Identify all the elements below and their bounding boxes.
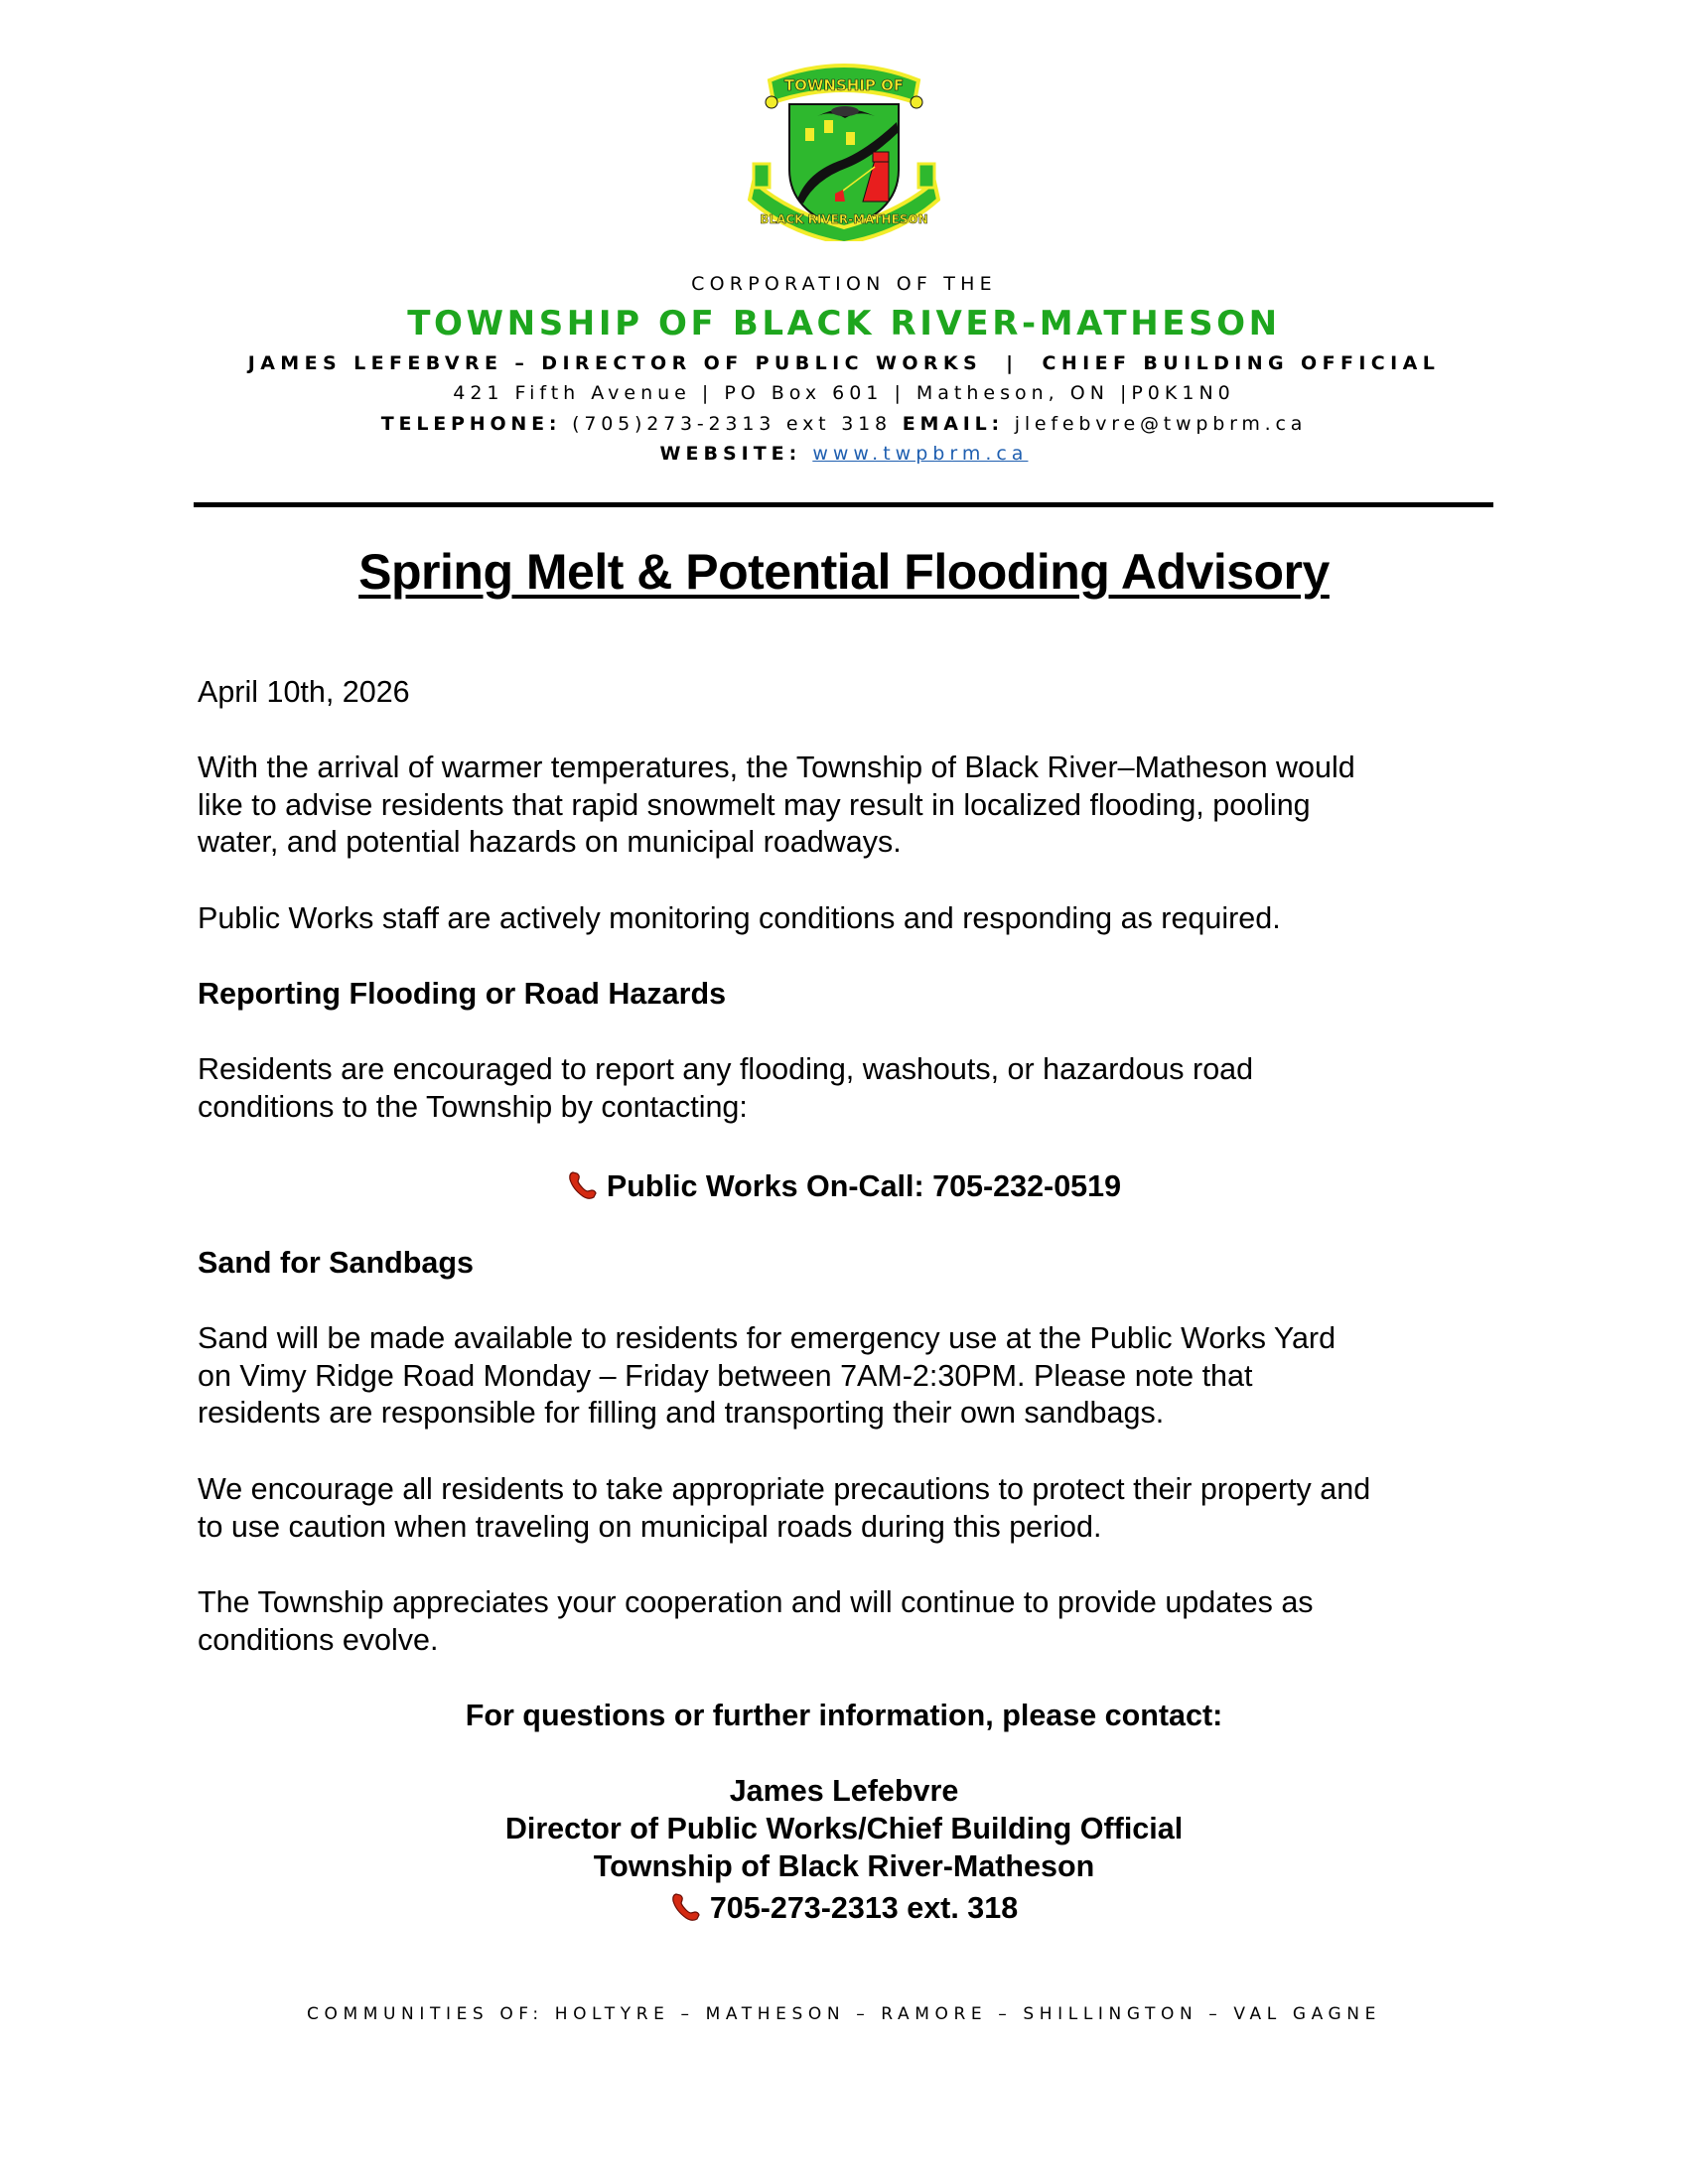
- logo-top-text: TOWNSHIP OF: [783, 76, 905, 94]
- website-link[interactable]: www.twpbrm.ca: [812, 443, 1029, 465]
- intro-line: With the arrival of warmer temperatures, the Township of Black River–Matheson would: [198, 751, 1355, 784]
- email-label: EMAIL:: [902, 413, 1004, 435]
- contact-phone-line: [0, 1889, 1688, 1927]
- closing-line: conditions evolve.: [198, 1622, 439, 1657]
- letterhead-corporation: CORPORATION OF THE: [691, 273, 997, 295]
- precaution-paragraph: [198, 1471, 1508, 1546]
- reporting-heading: Reporting Flooding or Road Hazards: [198, 977, 727, 1011]
- precaution-line: to use caution when traveling on municipal roads during this period.: [198, 1509, 1102, 1544]
- phone-icon: [567, 1169, 599, 1201]
- telephone-label: TELEPHONE:: [380, 413, 562, 435]
- footer-communities: COMMUNITIES OF: HOLTYRE – MATHESON – RAMORE – SHILLINGTON – VAL GAGNE: [307, 2004, 1381, 2024]
- logo-bottom-text: BLACK RIVER-MATHESON: [760, 212, 928, 226]
- closing-paragraph: [198, 1584, 1508, 1659]
- township-crest-logo: [748, 53, 940, 241]
- contact-phone: 705-273-2313 ext. 318: [709, 1891, 1019, 1925]
- reporting-line: Residents are encouraged to report any flooding, washouts, or hazardous road: [198, 1052, 1254, 1086]
- sand-heading: Sand for Sandbags: [198, 1246, 474, 1280]
- letterhead-address: 421 Fifth Avenue | PO Box 601 | Matheson, ON |P0K1N0: [453, 382, 1235, 404]
- contact-block: [0, 1772, 1688, 1927]
- logo-wheat-3: [846, 132, 855, 145]
- monitoring-paragraph: Public Works staff are actively monitoring conditions and responding as required.: [198, 901, 1281, 935]
- email-value[interactable]: jlefebvre@twpbrm.ca: [1014, 413, 1308, 435]
- intro-line: water, and potential hazards on municipal roadways.: [198, 825, 902, 859]
- closing-line: The Township appreciates your cooperation and will continue to provide updates as: [198, 1585, 1314, 1619]
- letterhead-website-line: [0, 443, 1688, 465]
- contact-name: James Lefebvre: [729, 1774, 959, 1808]
- on-call-line: [0, 1167, 1688, 1205]
- on-call-text: Public Works On-Call: 705-232-0519: [606, 1169, 1122, 1203]
- reporting-paragraph: [198, 1051, 1508, 1126]
- telephone-value: (705)273-2313 ext 318: [572, 413, 892, 435]
- contact-intro: For questions or further information, please contact:: [465, 1699, 1223, 1732]
- logo-banner-scroll-right: [911, 96, 922, 108]
- letterhead-contact-line: [0, 413, 1688, 435]
- sand-line: on Vimy Ridge Road Monday – Friday between 7AM-2:30PM. Please note that: [198, 1358, 1253, 1393]
- reporting-line: conditions to the Township by contacting:: [198, 1089, 748, 1124]
- logo-wheat-2: [824, 120, 833, 133]
- intro-line: like to advise residents that rapid snowmelt may result in localized flooding, pooling: [198, 787, 1311, 822]
- letterhead-township-name: TOWNSHIP OF BLACK RIVER-MATHESON: [407, 304, 1281, 343]
- header-divider: [194, 502, 1493, 507]
- precaution-line: We encourage all residents to take appropriate precautions to protect their property and: [198, 1472, 1371, 1506]
- sand-paragraph: [198, 1320, 1508, 1433]
- document-title: Spring Melt & Potential Flooding Advisory: [358, 544, 1330, 600]
- sand-line: Sand will be made available to residents for emergency use at the Public Works Yard: [198, 1321, 1336, 1355]
- document-date: April 10th, 2026: [198, 675, 410, 709]
- contact-organization: Township of Black River-Matheson: [593, 1849, 1095, 1883]
- intro-paragraph: [198, 750, 1508, 862]
- phone-icon: [670, 1891, 702, 1923]
- website-label: WEBSITE:: [659, 443, 802, 465]
- sand-line: residents are responsible for filling and transporting their own sandbags.: [198, 1396, 1165, 1430]
- logo-banner-scroll-left: [766, 96, 777, 108]
- letterhead-director-line: JAMES LEFEBVRE – DIRECTOR OF PUBLIC WORKS | CHIEF BUILDING OFFICIAL: [247, 352, 1441, 374]
- logo-wheat-1: [805, 128, 814, 141]
- contact-title: Director of Public Works/Chief Building Official: [504, 1812, 1184, 1845]
